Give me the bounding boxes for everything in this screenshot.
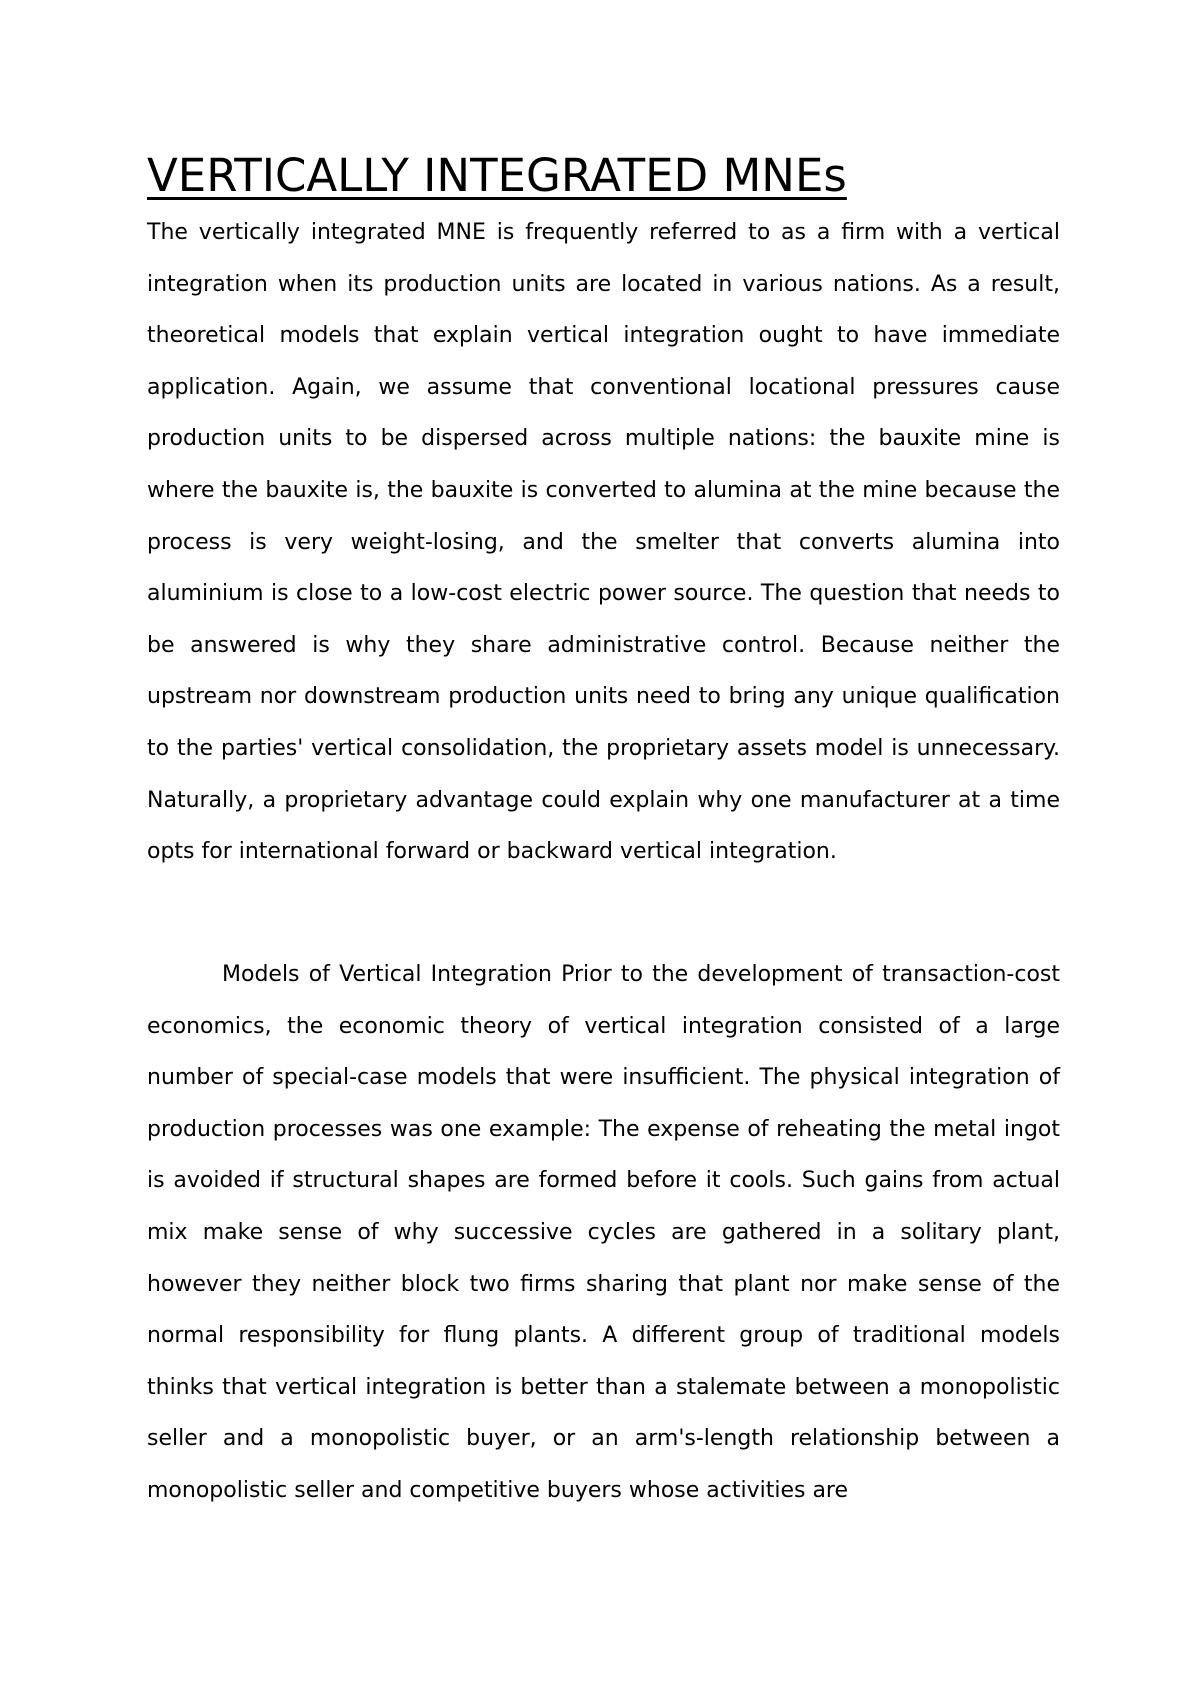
document-title: VERTICALLY INTEGRATED MNEs — [147, 149, 847, 202]
paragraph-2: Models of Vertical Integration Prior to the development of transaction-cost economics, the economic theory of vertical integration consisted of a large number of special-case models that were insufficient. The physical integration of production processes was one example: The expense of reheating the metal ingot is avoided if structural shapes are formed before it cools. Such gains from actual mix make sense of why successive cycles are gathered in a solitary plant, however they neither block two firms sharing that plant nor make sense of the normal responsibility for flung plants. A different group of traditional models thinks that vertical integration is better than a stalemate between a monopolistic seller and a monopolistic buyer, or an arm's-length relationship between a monopolistic seller and competitive buyers whose activities are — [147, 962, 1060, 1503]
paragraph-1: The vertically integrated MNE is frequently referred to as a firm with a vertical integration when its production units are located in various nations. As a result, theoretical models that explain vertical integration ought to have immediate application. Again, we assume that conventional locational pressures cause production units to be dispersed across multiple nations: the bauxite mine is where the bauxite is, the bauxite is converted to alumina at the mine because the process is very weight-losing, and the smelter that converts alumina into aluminium is close to a low-cost electric power source. The question that needs to be answered is why they share administrative control. Because neither the upstream nor downstream production units need to bring any unique qualification to the parties' vertical consolidation, the proprietary assets model is unnecessary. Naturally, a proprietary advantage could explain why one manufacturer at a time opts for international forward or backward vertical integration. — [147, 220, 1060, 865]
